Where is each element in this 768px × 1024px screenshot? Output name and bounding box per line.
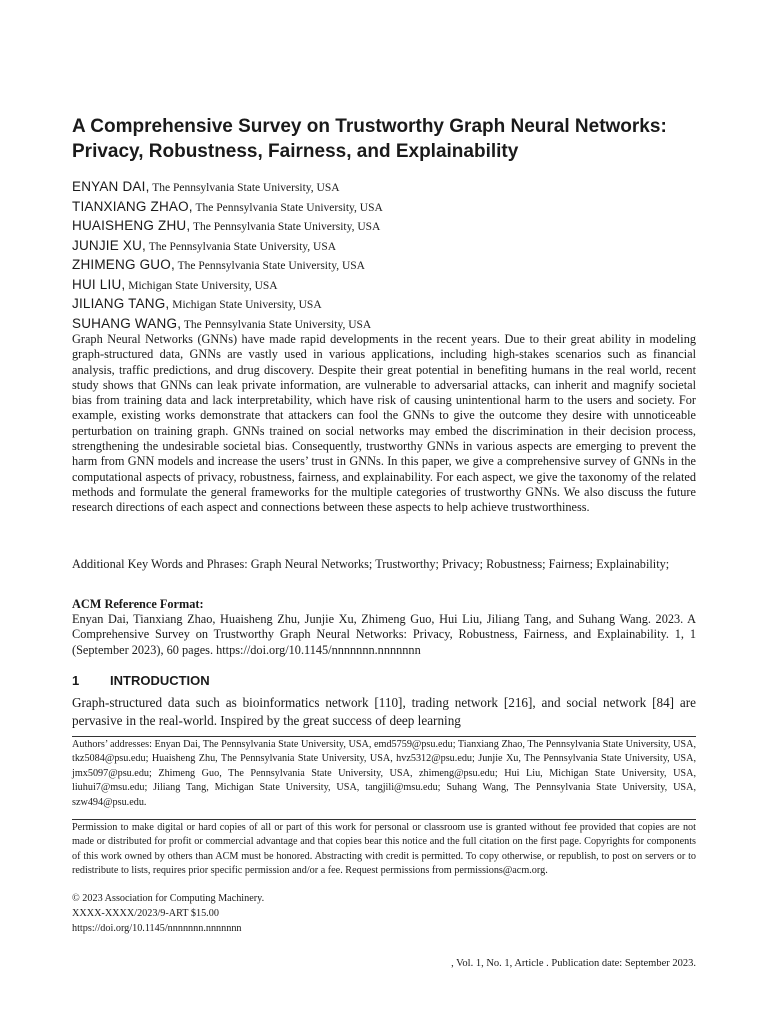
section-number: 1 — [72, 673, 80, 688]
acm-reference-heading: ACM Reference Format: — [72, 597, 204, 611]
author-affiliation: Michigan State University, USA — [172, 299, 322, 311]
author-affiliation: Michigan State University, USA — [128, 279, 278, 292]
doi-line: https://doi.org/10.1145/nnnnnnn.nnnnnnn — [72, 923, 242, 934]
abstract: Graph Neural Networks (GNNs) have made rapid developments in the recent years. Due to their great ability in modeling graph-structured data, GNNs are vastly used in various applications, including high-stakes scenarios such as financial analysis, traffic predictions, and drug discovery. Despite their great potential in benefiting humans in the real world, recent study shows that GNNs can leak private information, are vulnerable to adversarial attacks, can inherit and magnify societal bias from training data and lack interpretability, which have risk of causing unintentional harm to the users and society. For example, existing works demonstrate that attackers can fool the GNNs to give the outcome they desire with unnoticeable perturbation on training graph. GNNs trained on social networks may embed the discrimination in their decision process, strengthening the undesirable societal bias. Consequently, trustworthy GNNs in various aspects are emerging to prevent the harm from GNN models and increase the users’ trust in GNNs. In this paper, we give a comprehensive survey of GNNs in the computational aspects of privacy, robustness, fairness, and explainability. For each aspect, we give the taxonomy of the related methods and formulate the general frameworks for the multiple categories of trustworthy GNNs. We also discuss the future research directions of each aspect and connections between these aspects to help achieve trustworthiness. — [72, 332, 696, 515]
issn-line: XXXX-XXXX/2023/9-ART $15.00 — [72, 908, 219, 919]
author-affiliation: The Pennsylvania State University, USA — [192, 221, 381, 233]
author-entry — [72, 295, 702, 315]
author-entry — [72, 276, 702, 296]
publication-info: , Vol. 1, No. 1, Article . Publication date: September 2023. — [451, 958, 696, 969]
author-entry — [72, 256, 702, 276]
acm-reference-text: Enyan Dai, Tianxiang Zhao, Huaisheng Zhu, Junjie Xu, Zhimeng Guo, Hui Liu, Jiliang Tang, and Suhang Wang. 2023. A Comprehensive Survey on Trustworthy Graph Neural Networks: Privacy, Robustness, Fairness, and Explainability. 1, 1 (September 2023), 60 pages. https://doi.org/10.1145/nnnnnnn.nnnnnnn — [72, 612, 696, 657]
footnote-divider — [72, 736, 696, 737]
author-affiliation: The Pennsylvania State University, USA — [152, 182, 340, 194]
author-affiliation: The Pennsylvania State University, USA — [148, 240, 337, 253]
author-name: HUAISHENG ZHU, — [72, 218, 191, 233]
author-name: TIANXIANG ZHAO, — [72, 198, 193, 214]
author-name: JUNJIE XU, — [72, 237, 147, 253]
author-list — [72, 178, 702, 334]
author-name: ZHIMENG GUO, — [72, 257, 175, 272]
author-name: JILIANG TANG, — [72, 296, 170, 311]
author-affiliation: The Pennsylvania State University, USA — [195, 201, 383, 214]
authors-addresses: Authors’ addresses: Enyan Dai, The Pennsylvania State University, USA, emd5759@psu.edu; Tianxiang Zhao, The Pennsylvania State University, USA, tkz5084@psu.edu; Huaisheng Zhu, The Pennsylvania State University, USA, hvz5312@psu.edu; Junjie Xu, The Pennsylvania State University, USA, jmx5097@psu.edu; Zhimeng Guo, The Pennsylvania State University, USA, zhimeng@psu.edu; Hui Liu, Michigan State University, USA, liuhui7@msu.edu; Jiliang Tang, Michigan State University, USA, tangjili@msu.edu; Suhang Wang, The Pennsylvania State University, USA, szw494@psu.edu. — [72, 739, 696, 808]
section-heading — [72, 673, 210, 689]
author-entry — [72, 217, 702, 237]
section-title: INTRODUCTION — [110, 673, 210, 688]
author-entry — [72, 178, 702, 198]
keywords: Additional Key Words and Phrases: Graph Neural Networks; Trustworthy; Privacy; Robustness; Fairness; Explainability; — [72, 557, 670, 571]
author-affiliation: The Pennsylvania State University, USA — [183, 318, 372, 331]
author-affiliation: The Pennsylvania State University, USA — [177, 260, 365, 272]
intro-paragraph: Graph-structured data such as bioinformatics network [110], trading network [216], and social network [84] are pervasive in the real-world. Inspired by the great success of deep learning — [72, 695, 696, 728]
permission-notice: Permission to make digital or hard copies of all or part of this work for personal or classroom use is granted without fee provided that copies are not made or distributed for profit or commercial advantage and that copies bear this notice and the full citation on the first page. Copyrights for components of this work owned by others than ACM must be honored. Abstracting with credit is permitted. To copy otherwise, or republish, to post on servers or to redistribute to lists, requires prior specific permission and/or a fee. Request permissions from permissions@acm.org. — [72, 822, 696, 877]
author-name: SUHANG WANG, — [72, 315, 182, 331]
paper-title: A Comprehensive Survey on Trustworthy Graph Neural Networks: Privacy, Robustness, Fairness, and Explainability — [72, 116, 667, 162]
author-entry — [72, 198, 702, 218]
permission-divider — [72, 819, 696, 820]
author-name: ENYAN DAI, — [72, 179, 150, 194]
author-name: HUI LIU, — [72, 276, 126, 292]
author-entry — [72, 237, 702, 257]
copyright-line: © 2023 Association for Computing Machinery. — [72, 893, 265, 904]
